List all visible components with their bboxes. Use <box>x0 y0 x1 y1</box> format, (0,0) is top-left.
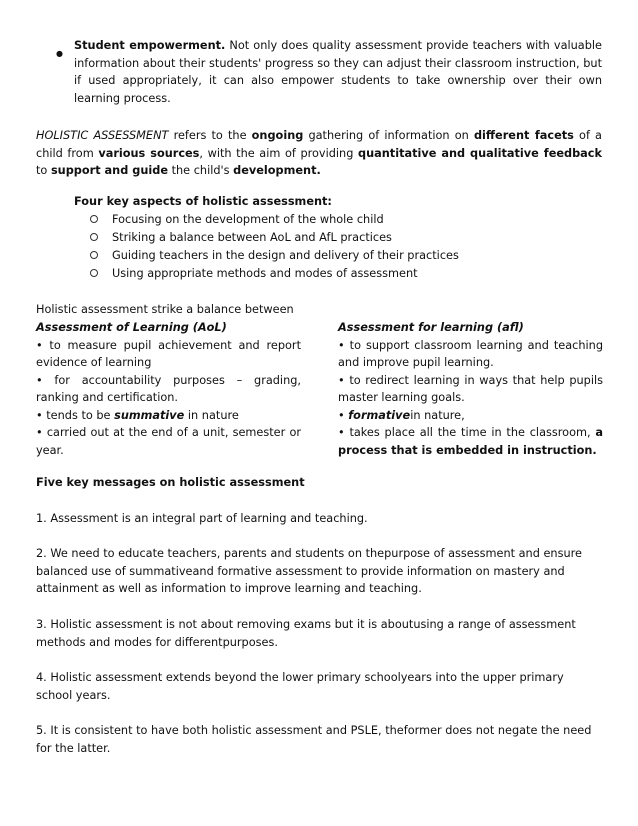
aol-point-2: • for accountability purposes – grading, ranking and certification. <box>36 373 301 404</box>
aol-point-4: • carried out at the end of a unit, semester or year. <box>36 426 301 457</box>
messages-heading: Five key messages on holistic assessment <box>36 476 305 489</box>
holistic-text-3: of a child from <box>36 129 602 160</box>
afl-point-2: • to redirect learning in ways that help pupils master learning goals. <box>338 373 603 404</box>
message-item <box>36 510 602 528</box>
balance-intro: Holistic assessment strike a balance between <box>36 303 294 316</box>
message-item <box>36 616 602 651</box>
aspect-item <box>90 229 392 247</box>
holistic-development: development. <box>233 164 321 177</box>
bullet-icon: ● <box>56 49 63 58</box>
aspects-heading: Four key aspects of holistic assessment: <box>74 195 332 208</box>
aol-p3-suffix: in nature <box>187 408 239 422</box>
afl-column <box>338 319 603 459</box>
aspect-item <box>90 247 459 265</box>
holistic-text-1: refers to the <box>173 129 247 142</box>
holistic-quant: quantitative and qualitative feedback <box>358 146 603 160</box>
circle-bullet-icon <box>90 251 98 259</box>
afl-point-3 <box>338 407 603 425</box>
afl-point-4 <box>338 424 603 459</box>
holistic-text-4: , with the aim of providing <box>199 146 354 160</box>
holistic-facets: different facets <box>473 129 574 142</box>
circle-bullet-icon <box>90 233 98 241</box>
afl-p3-prefix: • <box>338 408 345 422</box>
circle-bullet-icon <box>90 215 98 223</box>
aol-p3-prefix: • tends to be <box>36 408 111 422</box>
message-item <box>36 545 602 598</box>
holistic-definition <box>36 127 602 180</box>
holistic-ongoing: ongoing <box>251 129 304 142</box>
aspect-text: Striking a balance between AoL and AfL practices <box>112 231 392 244</box>
message-text: 1. Assessment is an integral part of learning and teaching. <box>36 512 368 525</box>
empowerment-text: Not only does quality assessment provide teachers with valuable information about their students' progress so they can adjust their classroom instruction, but if used appropriately, it can also empower students to take ownership over their own learning process. <box>74 39 602 105</box>
afl-p4-text: • takes place all the time in the classroom, <box>338 426 591 439</box>
aol-title: Assessment of Learning (AoL) <box>36 321 227 334</box>
message-item <box>36 722 602 757</box>
aol-point-1: • to measure pupil achievement and report evidence of learning <box>36 338 301 369</box>
holistic-sources: various sources <box>98 146 200 160</box>
holistic-term: HOLISTIC ASSESSMENT <box>36 129 169 142</box>
message-item <box>36 669 602 704</box>
holistic-text-6: the child's <box>171 164 230 177</box>
empowerment-paragraph <box>74 37 602 107</box>
aspect-item <box>90 265 418 283</box>
holistic-text-5: to <box>36 164 48 177</box>
message-text: 3. Holistic assessment is not about removing exams but it is aboutusing a range of assessment methods and modes for differentpurposes. <box>36 618 576 649</box>
aol-point-3 <box>36 407 301 425</box>
afl-p4-bold: a process that is embedded in instruction. <box>338 426 603 457</box>
aspect-text: Focusing on the development of the whole child <box>112 213 384 226</box>
circle-bullet-icon <box>90 269 98 277</box>
aol-summative: summative <box>114 408 185 422</box>
message-text: 5. It is consistent to have both holistic assessment and PSLE, theformer does not negate the need for the latter. <box>36 724 592 755</box>
afl-title: Assessment for learning (afl) <box>338 321 524 334</box>
aol-column <box>36 319 301 459</box>
empowerment-heading: Student empowerment. <box>74 39 226 52</box>
afl-point-1: • to support classroom learning and teaching and improve pupil learning. <box>338 338 603 369</box>
aspect-item <box>90 211 384 229</box>
aspect-text: Guiding teachers in the design and delivery of their practices <box>112 249 459 262</box>
holistic-support: support and guide <box>50 164 168 177</box>
afl-formative: formative <box>348 408 411 422</box>
message-text: 4. Holistic assessment extends beyond the lower primary schoolyears into the upper primary school years. <box>36 671 564 702</box>
message-text: 2. We need to educate teachers, parents and students on thepurpose of assessment and ensure balanced use of summativeand formative assessment to provide information on mastery and attainment as well as information to improve learning and teaching. <box>36 547 582 595</box>
afl-p3-suffix: in nature, <box>410 408 465 422</box>
holistic-text-2: gathering of information on <box>308 129 469 142</box>
aspect-text: Using appropriate methods and modes of assessment <box>112 267 418 280</box>
